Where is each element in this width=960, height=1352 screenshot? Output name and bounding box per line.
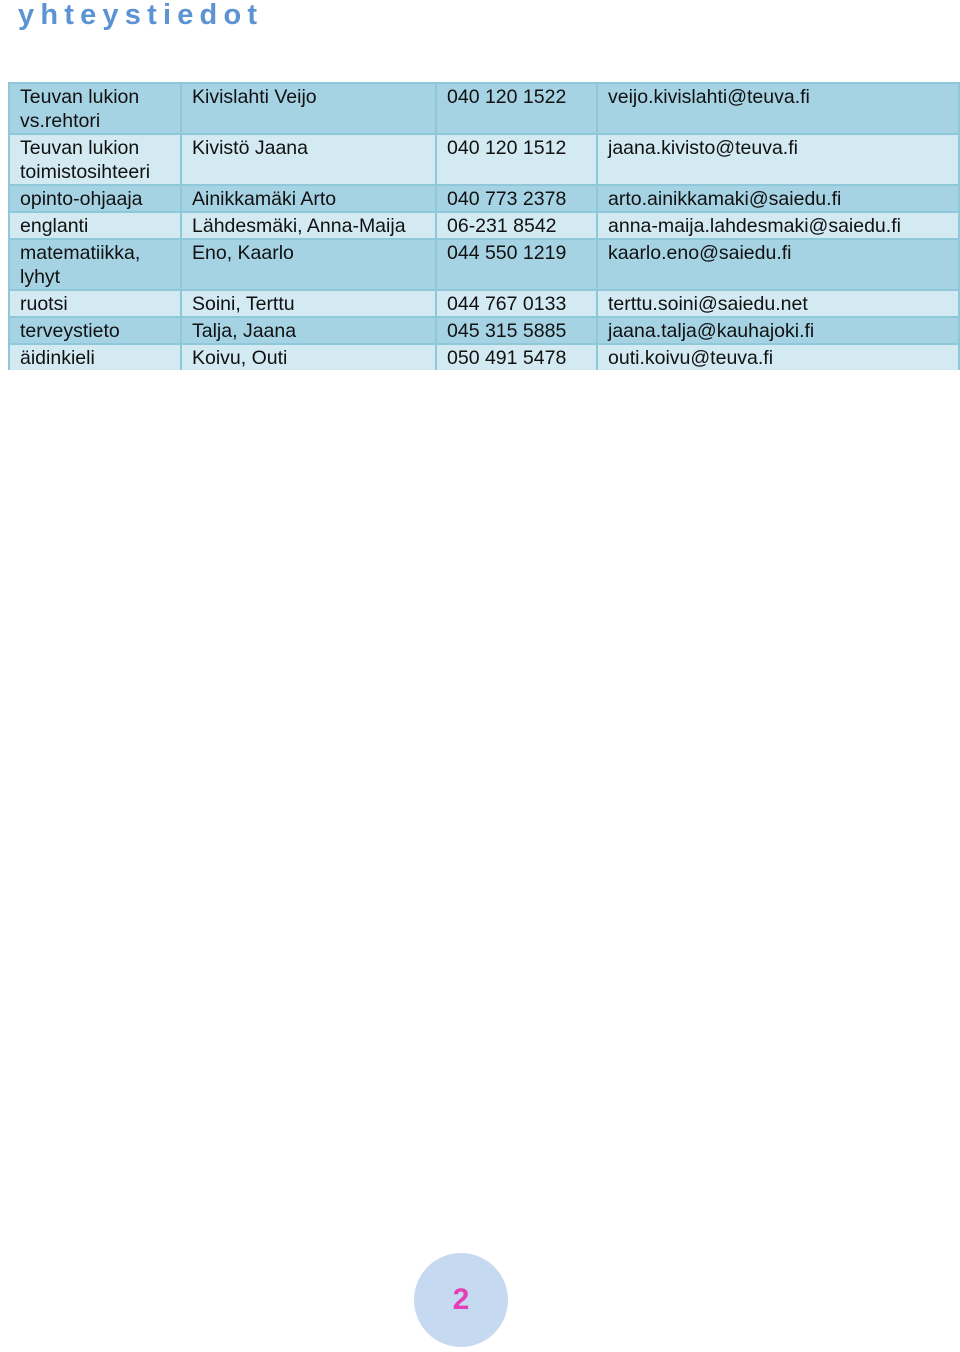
role-cell: matematiikka, lyhyt [9,239,181,290]
table-row [9,185,959,212]
phone-cell: 044 767 0133 [436,290,597,317]
page-number: 2 [452,1283,470,1316]
page-number-badge [414,1253,508,1347]
table-row [9,239,959,290]
name-cell: Talja, Jaana [181,317,436,344]
role-cell: terveystieto [9,317,181,344]
role-cell: englanti [9,212,181,239]
phone-cell: 050 491 5478 [436,344,597,370]
table-row [9,212,959,239]
name-cell: Kivislahti Veijo [181,83,436,134]
name-cell: Eno, Kaarlo [181,239,436,290]
phone-cell: 06-231 8542 [436,212,597,239]
name-cell: Kivistö Jaana [181,134,436,185]
table-row [9,317,959,344]
name-cell: Lähdesmäki, Anna-Maija [181,212,436,239]
role-cell: Teuvan lukion vs.rehtori [9,83,181,134]
page-title: yhteystiedot [18,0,264,31]
email-cell: kaarlo.eno@saiedu.fi [597,239,959,290]
email-cell: outi.koivu@teuva.fi [597,344,959,370]
role-cell: äidinkieli [9,344,181,370]
name-cell: Soini, Terttu [181,290,436,317]
phone-cell: 040 120 1522 [436,83,597,134]
email-cell: jaana.talja@kauhajoki.fi [597,317,959,344]
contacts-table [8,82,960,370]
table-row [9,83,959,134]
table-row [9,290,959,317]
phone-cell: 045 315 5885 [436,317,597,344]
table-row [9,344,959,370]
phone-cell: 040 120 1512 [436,134,597,185]
role-cell: ruotsi [9,290,181,317]
role-cell: opinto-ohjaaja [9,185,181,212]
email-cell: jaana.kivisto@teuva.fi [597,134,959,185]
email-cell: arto.ainikkamaki@saiedu.fi [597,185,959,212]
name-cell: Koivu, Outi [181,344,436,370]
table-row [9,134,959,185]
name-cell: Ainikkamäki Arto [181,185,436,212]
email-cell: anna-maija.lahdesmaki@saiedu.fi [597,212,959,239]
phone-cell: 040 773 2378 [436,185,597,212]
role-cell: Teuvan lukion toimistosihteeri [9,134,181,185]
email-cell: terttu.soini@saiedu.net [597,290,959,317]
email-cell: veijo.kivislahti@teuva.fi [597,83,959,134]
phone-cell: 044 550 1219 [436,239,597,290]
